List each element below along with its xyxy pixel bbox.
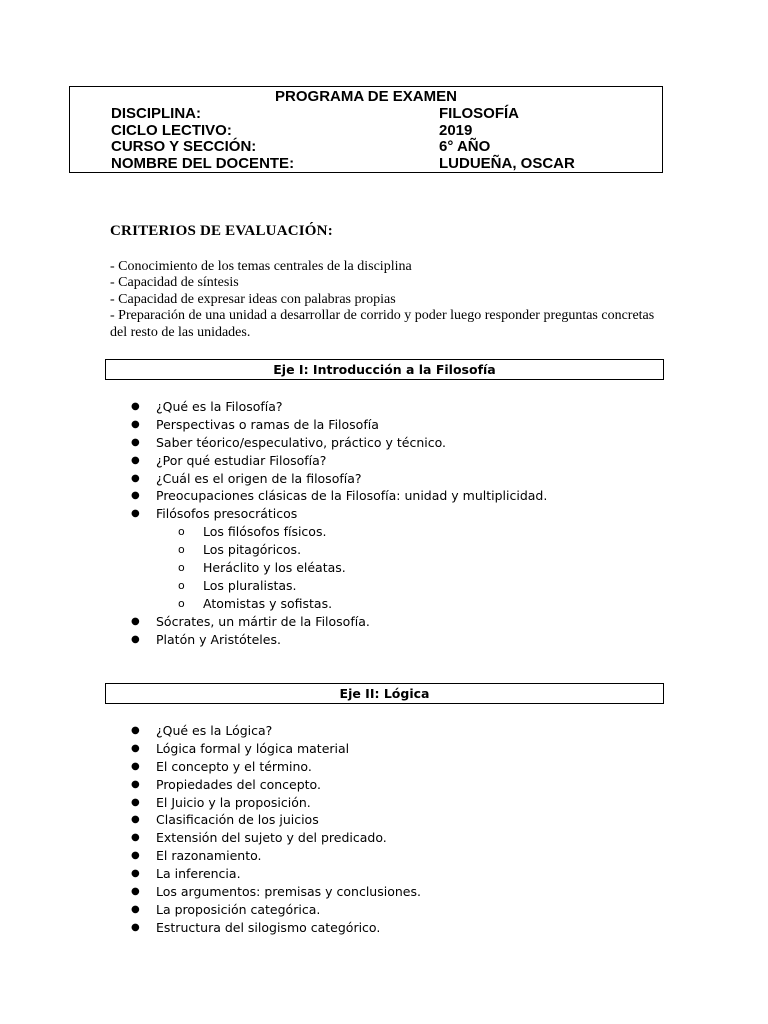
discipline-value: FILOSOFÍA xyxy=(439,105,519,122)
sub-list-item-text: Heráclito y los eléatas. xyxy=(203,560,346,576)
eje-1-heading: Eje I: Introducción a la Filosofía xyxy=(105,359,664,380)
sub-bullet-icon: o xyxy=(178,543,185,557)
course-section-value: 6° AÑO xyxy=(439,138,491,155)
criteria-item: - Conocimiento de los temas centrales de la disciplina xyxy=(110,259,412,274)
bullet-icon: ● xyxy=(131,760,140,772)
list-item-text: Extensión del sujeto y del predicado. xyxy=(156,830,387,846)
sub-list-item xyxy=(0,523,547,541)
bullet-icon: ● xyxy=(131,832,140,844)
sub-list-item xyxy=(0,559,547,577)
eje-2-heading: Eje II: Lógica xyxy=(105,683,664,704)
list-item xyxy=(0,487,547,505)
bullet-icon: ● xyxy=(131,868,140,880)
list-item-text: Saber téorico/especulativo, práctico y técnico. xyxy=(156,434,447,450)
list-item xyxy=(0,829,421,847)
list-item xyxy=(0,722,421,740)
bullet-icon: ● xyxy=(131,725,140,736)
sub-bullet-icon: o xyxy=(178,578,185,592)
list-item xyxy=(0,416,547,434)
sub-list-item-text: Los pitagóricos. xyxy=(203,542,302,558)
criteria-item: - Capacidad de síntesis xyxy=(110,275,239,290)
list-item xyxy=(0,758,421,776)
bullet-icon: ● xyxy=(131,796,140,808)
list-item-text: La inferencia. xyxy=(156,866,241,882)
sub-bullet-icon: o xyxy=(178,561,185,575)
list-item-text: Filósofos presocráticos xyxy=(156,506,298,522)
eje-2-topic-list xyxy=(0,722,421,937)
bullet-icon: ● xyxy=(131,742,140,754)
teacher-name-value: LUDUEÑA, OSCAR xyxy=(439,155,575,172)
sub-list-item-text: Atomistas y sofistas. xyxy=(203,595,333,611)
bullet-icon: ● xyxy=(131,436,140,448)
list-item-text: Platón y Aristóteles. xyxy=(156,631,281,647)
list-item-text: El Juicio y la proposición. xyxy=(156,794,311,810)
list-item xyxy=(0,794,421,812)
list-item-text: El razonamiento. xyxy=(156,848,262,864)
list-item-text: Preocupaciones clásicas de la Filosofía: unidad y multiplicidad. xyxy=(156,488,548,504)
list-item xyxy=(0,631,547,649)
list-item xyxy=(0,613,547,631)
bullet-icon: ● xyxy=(131,850,140,862)
sub-list-item-text: Los filósofos físicos. xyxy=(203,524,327,540)
list-item-text: ¿Qué es la Filosofía? xyxy=(156,399,283,414)
list-item xyxy=(0,434,547,452)
list-item-text: El concepto y el término. xyxy=(156,758,312,774)
bullet-icon: ● xyxy=(131,903,140,915)
list-item-text: ¿Qué es la Lógica? xyxy=(156,723,273,738)
list-item xyxy=(0,740,421,758)
list-item-text: Lógica formal y lógica material xyxy=(156,740,350,756)
bullet-icon: ● xyxy=(131,814,140,826)
list-item xyxy=(0,505,547,523)
list-item xyxy=(0,470,547,488)
list-item-text: Estructura del silogismo categórico. xyxy=(156,919,381,935)
bullet-icon: ● xyxy=(131,490,140,502)
sub-list-item-text: Los pluralistas. xyxy=(203,577,297,593)
list-item xyxy=(0,776,421,794)
bullet-icon: ● xyxy=(131,508,140,520)
school-year-value: 2019 xyxy=(439,122,473,139)
list-item-text: Propiedades del concepto. xyxy=(156,776,321,792)
bullet-icon: ● xyxy=(131,615,140,627)
list-item-text: ¿Por qué estudiar Filosofía? xyxy=(156,452,327,468)
criteria-item: - Capacidad de expresar ideas con palabras propias xyxy=(110,292,396,307)
list-item-text: ¿Cuál es el origen de la filosofía? xyxy=(156,470,362,486)
sub-list-item xyxy=(0,595,547,613)
criteria-title: CRITERIOS DE EVALUACIÓN: xyxy=(110,223,333,239)
list-item xyxy=(0,919,421,937)
list-item-text: Los argumentos: premisas y conclusiones. xyxy=(156,884,421,900)
teacher-name-label: NOMBRE DEL DOCENTE: xyxy=(111,155,295,172)
bullet-icon: ● xyxy=(131,472,140,484)
bullet-icon: ● xyxy=(131,778,140,790)
list-item-text: Clasificación de los juicios xyxy=(156,812,319,828)
bullet-icon: ● xyxy=(131,418,140,430)
bullet-icon: ● xyxy=(131,921,140,933)
course-section-label: CURSO Y SECCIÓN: xyxy=(111,138,257,155)
sub-list-item xyxy=(0,577,547,595)
list-item xyxy=(0,847,421,865)
bullet-icon: ● xyxy=(131,401,140,412)
exam-program-title: PROGRAMA DE EXAMEN xyxy=(275,88,457,105)
bullet-icon: ● xyxy=(131,454,140,466)
list-item xyxy=(0,452,547,470)
list-item xyxy=(0,398,547,416)
bullet-icon: ● xyxy=(131,886,140,898)
list-item-text: Perspectivas o ramas de la Filosofía xyxy=(156,416,379,432)
discipline-label: DISCIPLINA: xyxy=(111,105,201,122)
list-item-text: Sócrates, un mártir de la Filosofía. xyxy=(156,613,370,629)
school-year-label: CICLO LECTIVO: xyxy=(111,122,232,139)
list-item-text: La proposición categórica. xyxy=(156,901,321,917)
list-item xyxy=(0,865,421,883)
sub-list-item xyxy=(0,541,547,559)
criteria-item: - Preparación de una unidad a desarrollar de corrido y poder luego responder preguntas concretas del resto de las unidades. xyxy=(110,308,655,340)
bullet-icon: ● xyxy=(131,633,140,645)
list-item xyxy=(0,901,421,919)
sub-bullet-icon: o xyxy=(178,596,185,610)
list-item xyxy=(0,883,421,901)
sub-bullet-icon: o xyxy=(178,525,185,539)
eje-1-topic-list xyxy=(0,398,547,648)
list-item xyxy=(0,811,421,829)
header-box xyxy=(69,86,663,173)
